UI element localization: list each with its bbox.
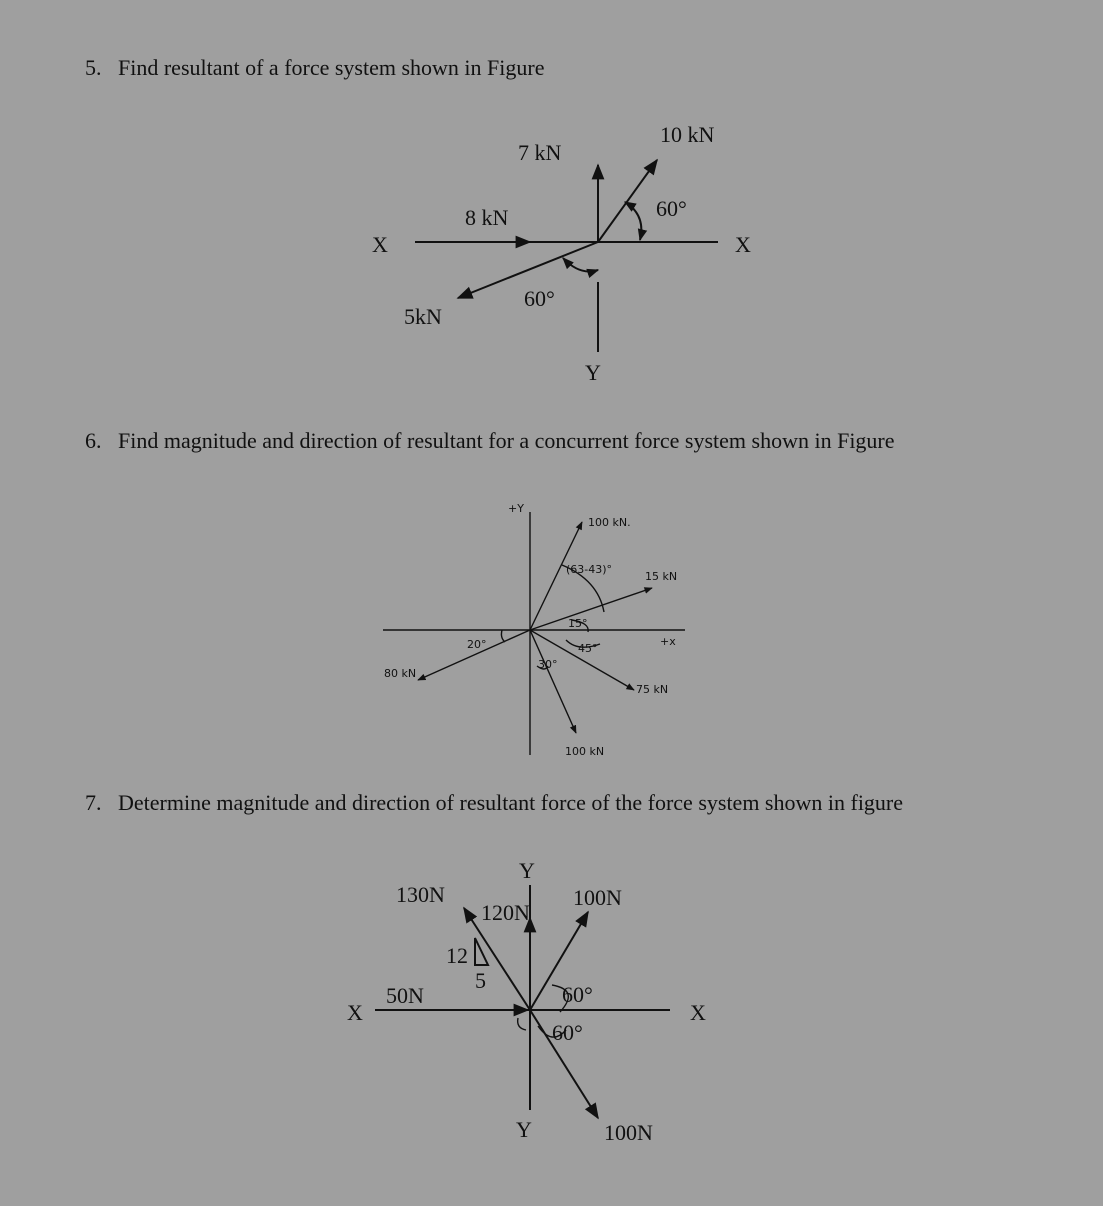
angle-label-45: 45° — [578, 642, 598, 655]
axis-label-y-bottom: Y — [516, 1117, 532, 1142]
question-text: Determine magnitude and direction of resultant force of the force system shown in figure — [118, 790, 904, 815]
angle-label-lower: 60° — [552, 1020, 583, 1045]
triangle-label-12: 12 — [446, 943, 468, 968]
force-label-100kn-down: 100 kN — [565, 745, 605, 758]
angle-label-20: 20° — [467, 638, 487, 651]
axis-label-x-left: X — [347, 1000, 363, 1025]
angle-arc-20 — [501, 630, 505, 642]
force-label-8kn: 8 kN — [465, 205, 509, 230]
axis-label-plus-y: +Y — [508, 502, 524, 515]
angle-arc-upper — [625, 202, 641, 240]
force-label-100n-lower: 100N — [604, 1120, 653, 1145]
force-label-130n: 130N — [396, 882, 445, 907]
angle-arc-lower — [563, 258, 598, 272]
force-label-100kn-up: 100 kN. — [588, 516, 631, 529]
force-10kn-arrow — [598, 160, 657, 242]
force-label-100n-upper: 100N — [573, 885, 622, 910]
angle-label-30: 30° — [538, 658, 558, 671]
question-number: 5. — [85, 55, 102, 80]
question-number: 6. — [85, 428, 102, 453]
angle-arc-small — [518, 1018, 526, 1030]
force-100kn-up-arrow — [530, 522, 582, 630]
figure-1 — [372, 122, 751, 385]
force-label-10kn: 10 kN — [660, 122, 715, 147]
axis-label-x-left: X — [372, 232, 388, 257]
axis-label-y: Y — [585, 360, 601, 385]
figure-3 — [347, 858, 706, 1145]
force-label-120n: 120N — [481, 900, 530, 925]
angle-label-upper: 60° — [656, 196, 687, 221]
force-label-80kn: 80 kN — [384, 667, 417, 680]
figure-2 — [383, 502, 685, 758]
axis-label-y-top: Y — [519, 858, 535, 883]
angle-label-15: 15° — [568, 617, 588, 630]
angle-label-upper: 60° — [562, 982, 593, 1007]
axis-label-x-right: X — [690, 1000, 706, 1025]
question-number: 7. — [85, 790, 102, 815]
force-label-5kn: 5kN — [404, 304, 442, 329]
angle-label-top: (63-43)° — [566, 563, 613, 576]
force-100kn-down-arrow — [530, 630, 576, 733]
triangle-label-5: 5 — [475, 968, 486, 993]
question-text: Find resultant of a force system shown in Figure — [118, 55, 545, 80]
force-label-75kn: 75 kN — [636, 683, 669, 696]
axis-label-x-right: X — [735, 232, 751, 257]
axis-label-plus-x: +x — [660, 635, 676, 648]
force-15kn-arrow — [530, 588, 652, 630]
angle-label-lower: 60° — [524, 286, 555, 311]
force-label-15kn: 15 kN — [645, 570, 678, 583]
question-text: Find magnitude and direction of resultant for a concurrent force system shown in Figure — [118, 428, 895, 453]
force-label-50n: 50N — [386, 983, 424, 1008]
force-label-7kn: 7 kN — [518, 140, 562, 165]
